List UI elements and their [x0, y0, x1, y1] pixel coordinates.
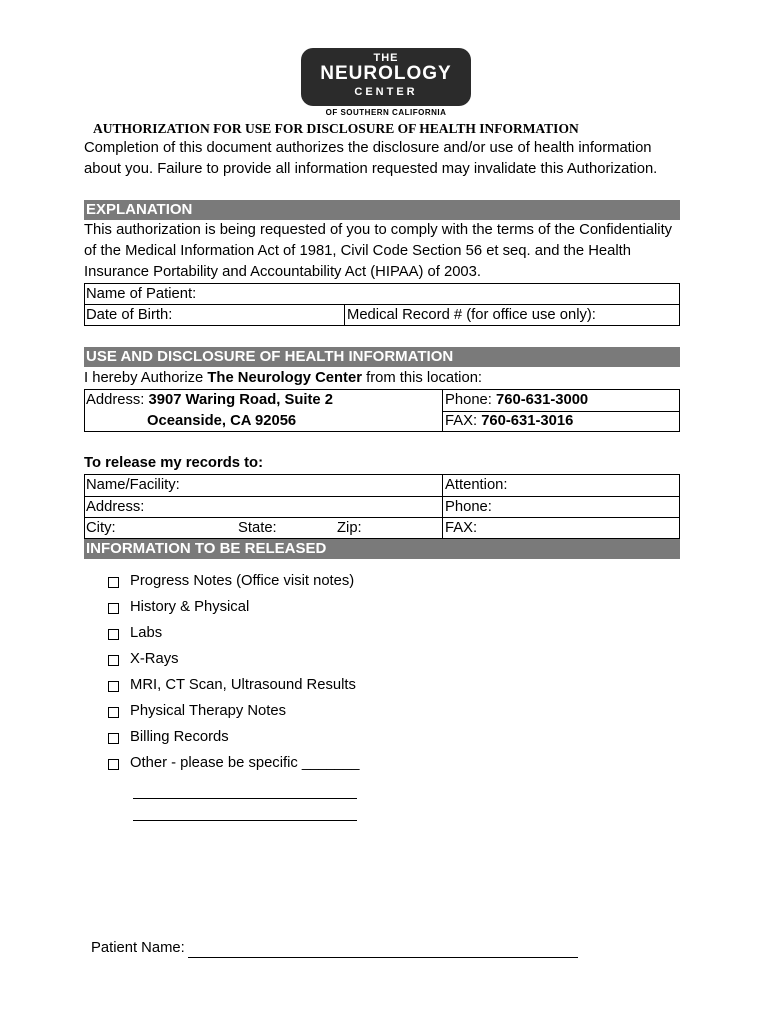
list-item [108, 597, 508, 623]
checkbox-label: Progress Notes (Office visit notes) [130, 573, 355, 589]
dob-row [85, 304, 679, 326]
checkbox[interactable] [108, 629, 119, 640]
list-item [108, 701, 508, 727]
provider-address-table [84, 389, 680, 432]
address-field[interactable]: Address: [86, 499, 145, 515]
neurology-center-logo [301, 48, 471, 120]
fax-label: FAX: [445, 413, 482, 429]
checkbox-label: MRI, CT Scan, Ultrasound Results [130, 677, 356, 693]
address-label: Address: [86, 392, 149, 408]
name-of-patient-field[interactable]: Name of Patient: [86, 286, 197, 302]
patient-info-table [84, 283, 680, 326]
information-heading: INFORMATION TO BE RELEASED [84, 539, 680, 559]
list-item [108, 753, 508, 779]
address-value-line1: 3907 Waring Road, Suite 2 [148, 392, 333, 408]
checkbox-label: Billing Records [130, 729, 229, 745]
checkbox[interactable] [108, 681, 119, 692]
provider-phone [444, 390, 588, 411]
checkbox-label: X-Rays [130, 651, 179, 667]
checkbox[interactable] [108, 759, 119, 770]
authorize-entity: The Neurology Center [207, 370, 362, 386]
provider-row-1 [85, 390, 679, 411]
provider-address-line2 [146, 411, 296, 432]
provider-fax [444, 411, 573, 432]
checkbox[interactable] [108, 655, 119, 666]
list-item [108, 623, 508, 649]
authorize-statement [84, 368, 482, 389]
logo-subtitle: OF SOUTHERN CALIFORNIA [325, 108, 447, 117]
checkbox-label: History & Physical [130, 599, 250, 615]
use-disclosure-heading: USE AND DISCLOSURE OF HEALTH INFORMATION [84, 347, 680, 367]
state-field[interactable]: State: [238, 520, 277, 536]
list-item [108, 649, 508, 675]
fax-value: 760-631-3016 [481, 413, 574, 429]
zip-field[interactable]: Zip: [337, 520, 362, 536]
checkbox[interactable] [108, 707, 119, 718]
checkbox[interactable] [108, 603, 119, 614]
document-title: AUTHORIZATION FOR USE FOR DISCLOSURE OF HEALTH INFORMATION [93, 121, 579, 136]
medical-record-field[interactable]: Medical Record # (for office use only): [347, 307, 596, 323]
checkbox[interactable] [108, 577, 119, 588]
explanation-paragraph: This authorization is being requested of you to comply with the terms of the Confidentiality of the Medical Information Act of 1981, Civil Code Section 56 et seq. and the Health Insurance Portability and Accountability Act (HIPAA) of 2003. [84, 222, 673, 280]
city-field[interactable]: City: [86, 520, 116, 536]
provider-address-line1 [85, 390, 333, 411]
phone-label: Phone: [445, 392, 497, 408]
other-specify-line-2[interactable] [133, 820, 357, 821]
address-value-line2: Oceanside, CA 92056 [147, 413, 297, 429]
intro-paragraph: Completion of this document authorizes the disclosure and/or use of health information about you. Failure to provide all information requested may invalidate this Authorization. [84, 140, 658, 177]
explanation-heading: EXPLANATION [84, 200, 680, 220]
recipient-row-2 [85, 496, 679, 518]
phone-value: 760-631-3000 [496, 392, 589, 408]
checkbox-label: Labs [130, 625, 163, 641]
checkbox[interactable] [108, 733, 119, 744]
checkbox-label: Physical Therapy Notes [130, 703, 286, 719]
dob-divider [344, 305, 345, 326]
other-specify-line-1[interactable] [133, 798, 357, 799]
authorize-prefix: I hereby Authorize [84, 370, 208, 386]
recipient-table [84, 474, 680, 539]
attention-field[interactable]: Attention: [445, 477, 508, 493]
list-item [108, 571, 508, 597]
authorize-suffix: from this location: [361, 370, 483, 386]
release-to-heading: To release my records to: [84, 455, 264, 471]
recipient-fax-field[interactable]: FAX: [445, 520, 478, 536]
list-item [108, 727, 508, 753]
list-item [108, 675, 508, 701]
logo-the: THE [373, 52, 399, 64]
logo-name: NEUROLOGY [320, 63, 452, 84]
provider-row-2 [85, 411, 679, 432]
recipient-phone-field[interactable]: Phone: [445, 499, 492, 515]
logo-center: CENTER [354, 86, 418, 98]
patient-name-signature-line[interactable] [188, 957, 578, 958]
date-of-birth-field[interactable]: Date of Birth: [86, 307, 173, 323]
recipient-row-3 [85, 517, 679, 539]
name-facility-field[interactable]: Name/Facility: [86, 477, 180, 493]
checkbox-label: Other - please be specific _______ [130, 755, 360, 771]
patient-name-row [85, 284, 679, 305]
patient-name-label: Patient Name: [91, 940, 185, 956]
recipient-row-1 [85, 475, 679, 496]
